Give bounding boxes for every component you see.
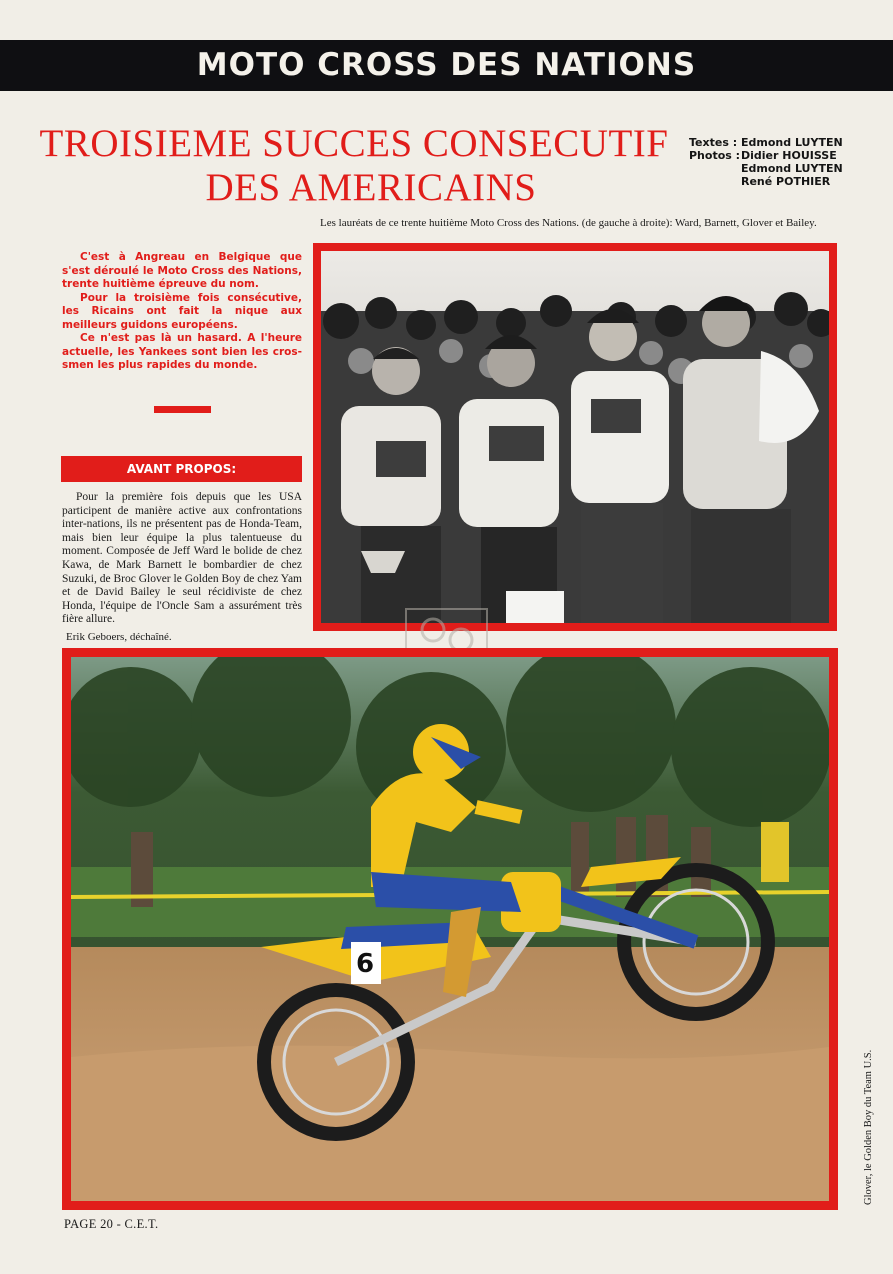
photo-author: Didier HOUISSE [741,149,837,162]
avant-propos-paragraph: Pour la première fois depuis que les USA participent de manière active aux confrontations inter-nations, ils ne présentent pas de Honda-Team, mais bien leur équipe la plus talentueuse du moment. Composée de Jeff Ward le bolide de chez Kawa, de Mark Barnett le bombardier de chez Suzuki, de Broc Glover le Golden Boy de chez Yam et de David Bailey le seul récidiviste de chez Honda, l'équipe de l'Oncle Sam a assurément très fière allure. [62,491,302,626]
headline [34,122,674,210]
intro-paragraph: Pour la troisième fois consécutive, les Ricains ont fait la nique aux meilleurs guidons européens. [62,291,302,331]
avant-propos-text [62,491,302,627]
intro-text [62,251,302,373]
bike-number-plate: 6 [355,949,375,979]
intro-paragraph: Ce n'est pas là un hasard. A l'heure actuelle, les Yankees sont bien les crossmen les plus rapides du monde. [62,332,302,371]
photo-author: Edmond LUYTEN [741,162,843,175]
credits [689,136,889,188]
photo-author: René POTHIER [741,175,831,188]
banner-title: MOTO CROSS DES NATIONS [196,47,697,83]
action-photo [62,648,838,1210]
texts-author: Edmond LUYTEN [741,136,843,149]
page-footer: PAGE 20 - C.E.T. [64,1217,159,1231]
texts-label: Textes : [689,136,738,149]
intro-paragraph: C'est à Angreau en Belgique que s'est déroulé le Moto Cross des Nations, trente huitième épreuve du nom. [62,251,302,290]
glover-caption: Glover, le Golden Boy du Team U.S. [863,1049,874,1205]
section-banner [0,40,893,91]
red-divider [154,406,211,413]
podium-photo [313,243,837,631]
photos-label: Photos : [689,149,741,162]
action-photo-image [71,657,829,1201]
podium-photo-image [321,251,829,623]
geboers-caption: Erik Geboers, déchaîné. [66,631,172,643]
headline-line-2: DES AMERICAINS [205,166,537,209]
avant-propos-heading: AVANT PROPOS: [61,456,302,482]
glover-caption-vertical [860,1015,880,1205]
headline-line-1: TROISIEME SUCCES CONSECUTIF [39,122,669,165]
podium-caption: Les lauréats de ce trente huitième Moto Cross des Nations. (de gauche à droite): Ward, Barnett, Glover et Bailey. [320,217,817,229]
